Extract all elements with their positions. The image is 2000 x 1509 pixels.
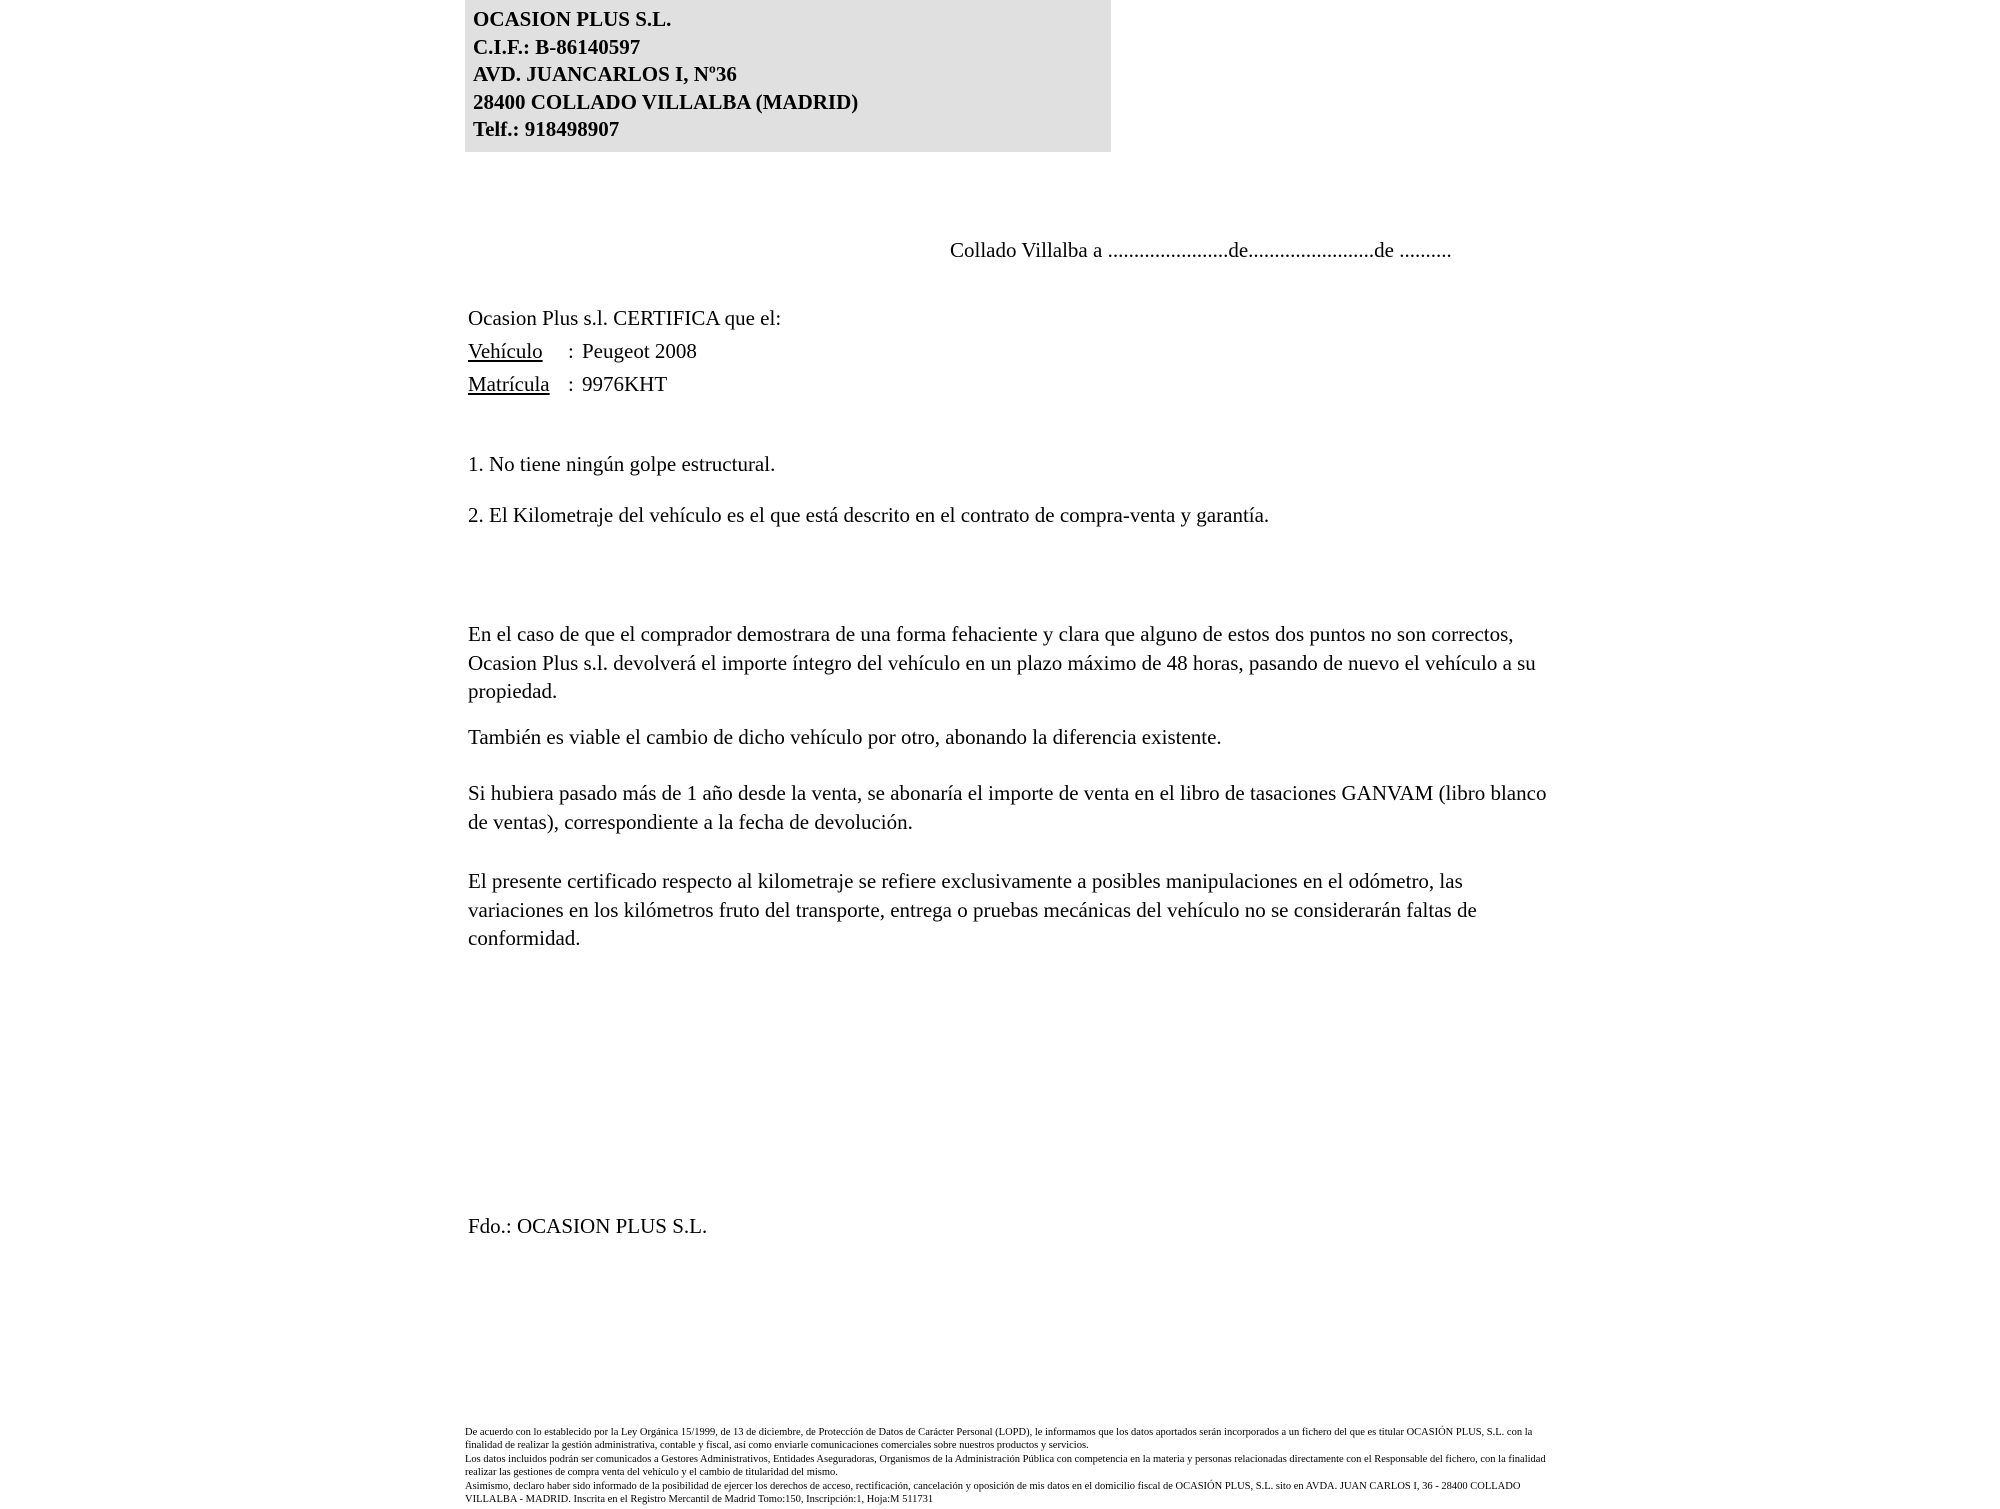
plate-separator: : <box>568 372 574 396</box>
company-cif: C.I.F.: B-86140597 <box>473 34 641 59</box>
vehicle-label: Vehículo <box>468 339 543 363</box>
paragraph-one-year-clause: Si hubiera pasado más de 1 año desde la venta, se abonaría el importe de venta en el libro de tasaciones GANVAM (libro blanco de ventas), correspondiente a la fecha de devolución. <box>468 781 1547 834</box>
legal-paragraph-1: De acuerdo con lo establecido por la Ley Orgánica 15/1999, de 13 de diciembre, de Protección de Datos de Carácter Personal (LOPD), le informamos que los datos aportados serán incorporados a un fichero del que es titular OCASIÓN PLUS, S.L. con la finalidad de realizar la gestión administrativa, contable y fiscal, así como enviarle comunicaciones comerciales sobre nuestros productos y servicios. <box>465 1427 1533 1451</box>
company-letterhead <box>465 0 1111 152</box>
company-name: OCASION PLUS S.L. <box>473 7 672 31</box>
legal-paragraph-3: Asimismo, declaro haber sido informado de la posibilidad de ejercer los derechos de acceso, rectificación, cancelación y oposición de mis datos en el domicilio fiscal de OCASIÓN PLUS, S.L. sito en AVDA. JUAN CARLOS I, 36 - 28400 COLLADO VILLALBA - MADRID. Inscrita en el Registro Mercantil de Madrid Tomo:150, Inscripción:1, Hoja:M 511731 <box>465 1481 1521 1505</box>
plate-label: Matrícula <box>468 372 550 396</box>
paragraph-exchange-option: También es viable el cambio de dicho vehículo por otro, abonando la diferencia existente. <box>468 725 1222 749</box>
paragraph-refund-terms: En el caso de que el comprador demostrara de una forma fehaciente y clara que alguno de estos dos puntos no son correctos, Ocasion Plus s.l. devolverá el importe íntegro del vehículo en un plazo máximo de 48 horas, pasando de nuevo el vehículo a su propiedad. <box>468 622 1536 703</box>
date-line: Collado Villalba a .......................de........................de .......... <box>950 238 1452 262</box>
company-address-city: 28400 COLLADO VILLALBA (MADRID) <box>473 89 859 114</box>
plate-row <box>468 368 781 401</box>
vehicle-value: Peugeot 2008 <box>582 339 697 363</box>
certification-block <box>468 302 781 401</box>
certification-intro: Ocasion Plus s.l. CERTIFICA que el: <box>468 306 782 330</box>
signature-line: Fdo.: OCASION PLUS S.L. <box>468 1214 708 1238</box>
legal-footer <box>465 1427 1550 1509</box>
vehicle-separator: : <box>568 339 574 363</box>
company-phone: Telf.: 918498907 <box>473 117 620 141</box>
paragraph-odometer-clause: El presente certificado respecto al kilometraje se refiere exclusivamente a posibles manipulaciones en el odómetro, las variaciones en los kilómetros fruto del transporte, entrega o pruebas mecánicas del vehículo no se considerarán faltas de conformidad. <box>468 869 1477 950</box>
company-address-street: AVD. JUANCARLOS I, Nº36 <box>473 62 737 86</box>
plate-value: 9976KHT <box>582 372 668 396</box>
point-1: 1. No tiene ningún golpe estructural. <box>468 452 776 476</box>
legal-paragraph-2: Los datos incluidos podrán ser comunicados a Gestores Administrativos, Entidades Aseguradoras, Organismos de la Administración Pública con competencia en la materia y personas relacionadas directamente con el Responsable del fichero, con la finalidad realizar las gestiones de compra venta del vehículo y el cambio de titularidad del mismo. <box>465 1454 1546 1478</box>
vehicle-row <box>468 335 781 368</box>
point-2: 2. El Kilometraje del vehículo es el que está descrito en el contrato de compra-venta y garantía. <box>468 503 1270 527</box>
